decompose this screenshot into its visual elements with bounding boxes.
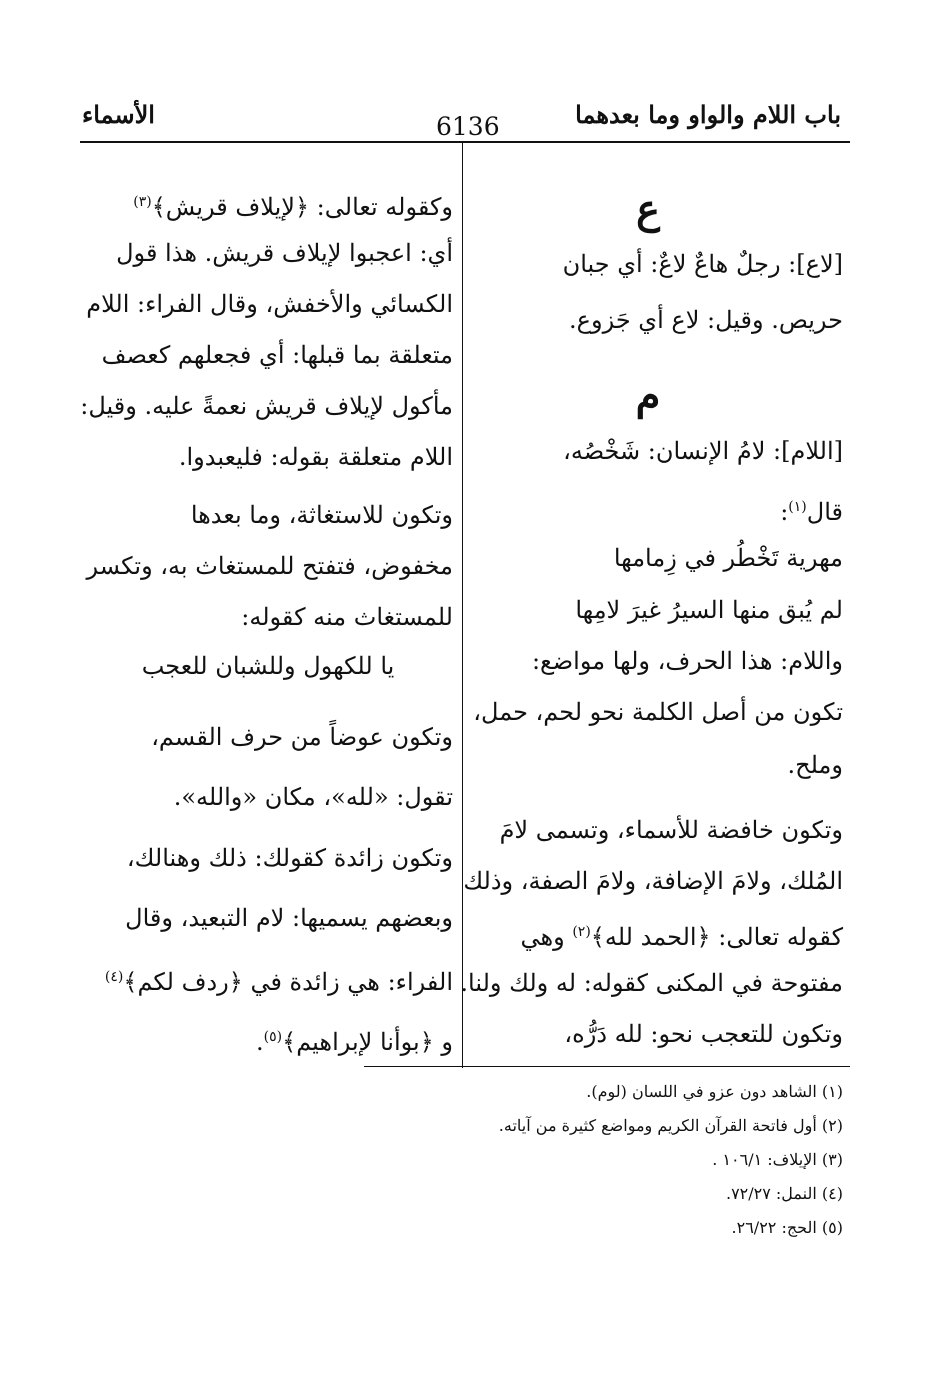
- left-line-9: للمستغاث منه كقوله:: [241, 603, 453, 631]
- right-line-6: تكون من أصل الكلمة نحو لحم، حمل،: [473, 698, 843, 726]
- right-line-4: [780, 492, 843, 527]
- footnote-ref-3: (٣): [133, 194, 152, 210]
- letter-heading-mim: م: [635, 372, 661, 419]
- right-line-9: المُلك، ولامَ الإضافة، ولامَ الصفة، وذلك: [463, 867, 843, 895]
- letter-heading-ain: ع: [636, 186, 660, 233]
- left-line-6: اللام متعلقة بقوله: فليعبدوا.: [178, 443, 453, 471]
- left-line-7: وتكون للاستغاثة، وما بعدها: [190, 501, 453, 529]
- left-line-15: [256, 1022, 453, 1057]
- right-line-12: وتكون للتعجب نحو: لله دَرُّه،: [564, 1020, 843, 1048]
- section-title: الأسماء: [82, 100, 155, 129]
- footnote-3: (٣) الإيلاف: ١٠٦/١ .: [712, 1150, 843, 1169]
- left-line-1: [133, 187, 453, 222]
- right-line-10-text: كقوله تعالى: ﴿الحمد لله﴾: [590, 923, 843, 951]
- left-line-4: متعلقة بما قبلها: أي فجعلهم كعصف: [101, 341, 453, 369]
- right-line-4-end: :: [780, 498, 789, 526]
- right-line-10: [520, 917, 843, 952]
- footnote-ref-5: (٥): [263, 1029, 283, 1045]
- chapter-title: باب اللام والواو وما بعدهما: [575, 100, 841, 129]
- right-line-7: وملح.: [787, 751, 843, 779]
- left-line-1-text: وكقوله تعالى: ﴿لإيلاف قريش﴾: [151, 193, 453, 221]
- right-line-1: [لاع]: رجلٌ هاعٌ لاعٌ: أي جبان: [562, 250, 843, 278]
- left-line-15-end: .: [256, 1028, 264, 1056]
- footnote-ref-2: (٢): [572, 924, 591, 940]
- right-line-5: واللام: هذا الحرف، ولها مواضع:: [531, 647, 843, 675]
- page-number: 6136: [436, 112, 500, 141]
- footnote-5: (٥) الحج: ٢٦/٢٢.: [731, 1218, 843, 1237]
- right-line-2: حريص. وقيل: لاع أي جَزوع.: [569, 306, 843, 334]
- left-line-3: الكسائي والأخفش، وقال الفراء: اللام: [86, 290, 453, 318]
- column-divider: [462, 142, 463, 1068]
- right-line-3: [اللام]: لامُ الإنسان: شَخْصُه،: [563, 437, 843, 465]
- verse-line-2: لم يُبق منها السيرُ غيرَ لامِها: [575, 596, 843, 624]
- left-verse-1: يا للكهول وللشبان للعجب: [141, 652, 395, 680]
- footnote-1: (١) الشاهد دون عزو في اللسان (لوم).: [586, 1082, 843, 1101]
- left-line-10: وتكون عوضاً من حرف القسم،: [151, 723, 453, 751]
- footnote-ref-4: (٤): [104, 969, 124, 985]
- left-line-13: وبعضهم يسميها: لام التبعيد، وقال: [125, 904, 453, 932]
- right-line-4-text: قال: [806, 498, 843, 526]
- footnote-4: (٤) النمل: ٧٢/٢٧.: [725, 1184, 843, 1203]
- left-line-14-text: الفراء: هي زائدة في ﴿ردف لكم﴾: [123, 968, 453, 996]
- left-line-15-text: و ﴿بوأنا لإبراهيم﴾: [282, 1028, 453, 1056]
- header-rule: [80, 141, 850, 143]
- right-line-10-end: وهي: [520, 923, 573, 951]
- left-line-5: مأكول لإيلاف قريش نعمةً عليه. وقيل:: [80, 392, 453, 420]
- footnote-ref-1: (١): [788, 499, 807, 515]
- right-line-8: وتكون خافضة للأسماء، وتسمى لامَ: [499, 816, 843, 844]
- left-line-14: [105, 962, 453, 997]
- left-line-11: تقول: «لله»، مكان «والله».: [173, 783, 453, 811]
- left-line-8: مخفوض، فتفتح للمستغاث به، وتكسر: [86, 552, 453, 580]
- left-line-12: وتكون زائدة كقولك: ذلك وهنالك،: [126, 844, 453, 872]
- left-line-2: أي: اعجبوا لإيلاف قريش. هذا قول: [116, 239, 453, 267]
- verse-line-1: مهرية تَخْطُر في زِمامها: [613, 544, 843, 572]
- footnote-2: (٢) أول فاتحة القرآن الكريم ومواضع كثيرة من آياته.: [498, 1116, 843, 1135]
- footnote-rule: [364, 1066, 850, 1067]
- right-line-11: مفتوحة في المكنى كقوله: له ولك ولنا.: [460, 969, 843, 997]
